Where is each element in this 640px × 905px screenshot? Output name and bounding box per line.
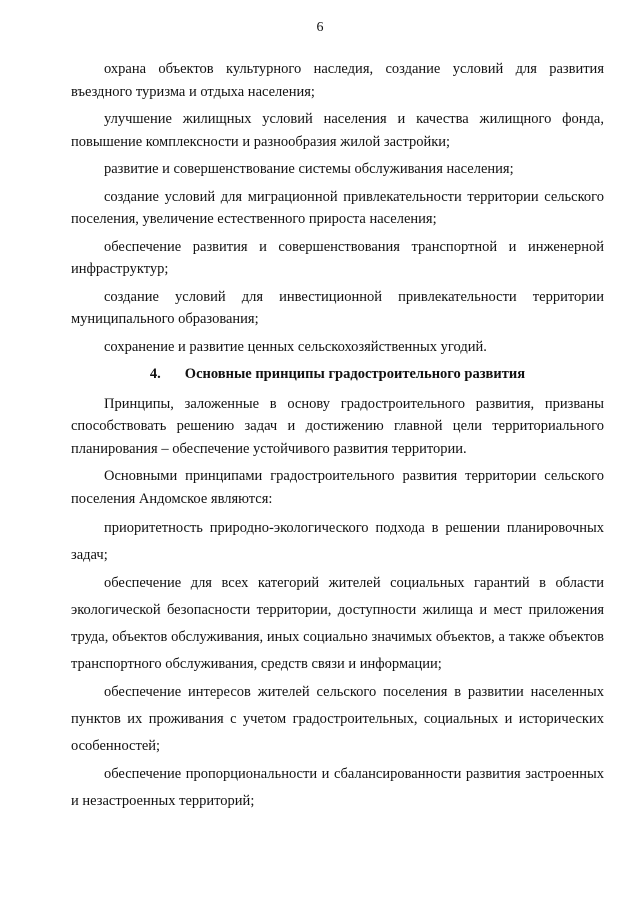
list-item: сохранение и развитие ценных сельскохозяйственных угодий. (104, 338, 487, 355)
principles-lead: Основными принципами градостроительного развития территории сельского поселения Андомское являются: (71, 468, 604, 507)
page-number: 6 (316, 20, 324, 35)
intro-paragraph: Принципы, заложенные в основу градостроительного развития, призваны способствовать решению задач и достижению главной цели территориального планирования – обеспечение устойчивого развития территории. (71, 395, 604, 457)
list-item: создание условий для миграционной привлекательности территории сельского поселения, увеличение естественного прироста населения; (71, 188, 604, 227)
list-item: создание условий для инвестиционной привлекательности территории муниципального образования; (71, 288, 604, 327)
section-heading (71, 363, 604, 386)
document-body (71, 58, 604, 816)
principle-item: приоритетность природно-экологического подхода в решении планировочных задач; (71, 520, 604, 563)
section-title: Основные принципы градостроительного развития (184, 366, 526, 382)
list-item: охрана объектов культурного наследия, создание условий для развития въездного туризма и отдыха населения; (71, 61, 604, 100)
list-item: обеспечение развития и совершенствования транспортной и инженерной инфраструктур; (71, 238, 604, 277)
list-item: развитие и совершенствование системы обслуживания населения; (104, 161, 514, 177)
principle-item: обеспечение для всех категорий жителей социальных гарантий в области экологической безопасности территории, доступности жилища и мест приложения труда, объектов обслуживания, иных социально значимых объектов, а также объектов транспортного обслуживания, средств связи и информации; (71, 575, 604, 672)
principle-item: обеспечение интересов жителей сельского поселения в развитии населенных пунктов их проживания с учетом градостроительных, социальных и исторических особенностей; (71, 684, 604, 754)
section-number: 4. (149, 366, 161, 382)
principle-item: обеспечение пропорциональности и сбалансированности развития застроенных и незастроенных территорий; (71, 766, 604, 809)
list-item: улучшение жилищных условий населения и качества жилищного фонда, повышение комплексности и разнообразия жилой застройки; (71, 111, 604, 150)
